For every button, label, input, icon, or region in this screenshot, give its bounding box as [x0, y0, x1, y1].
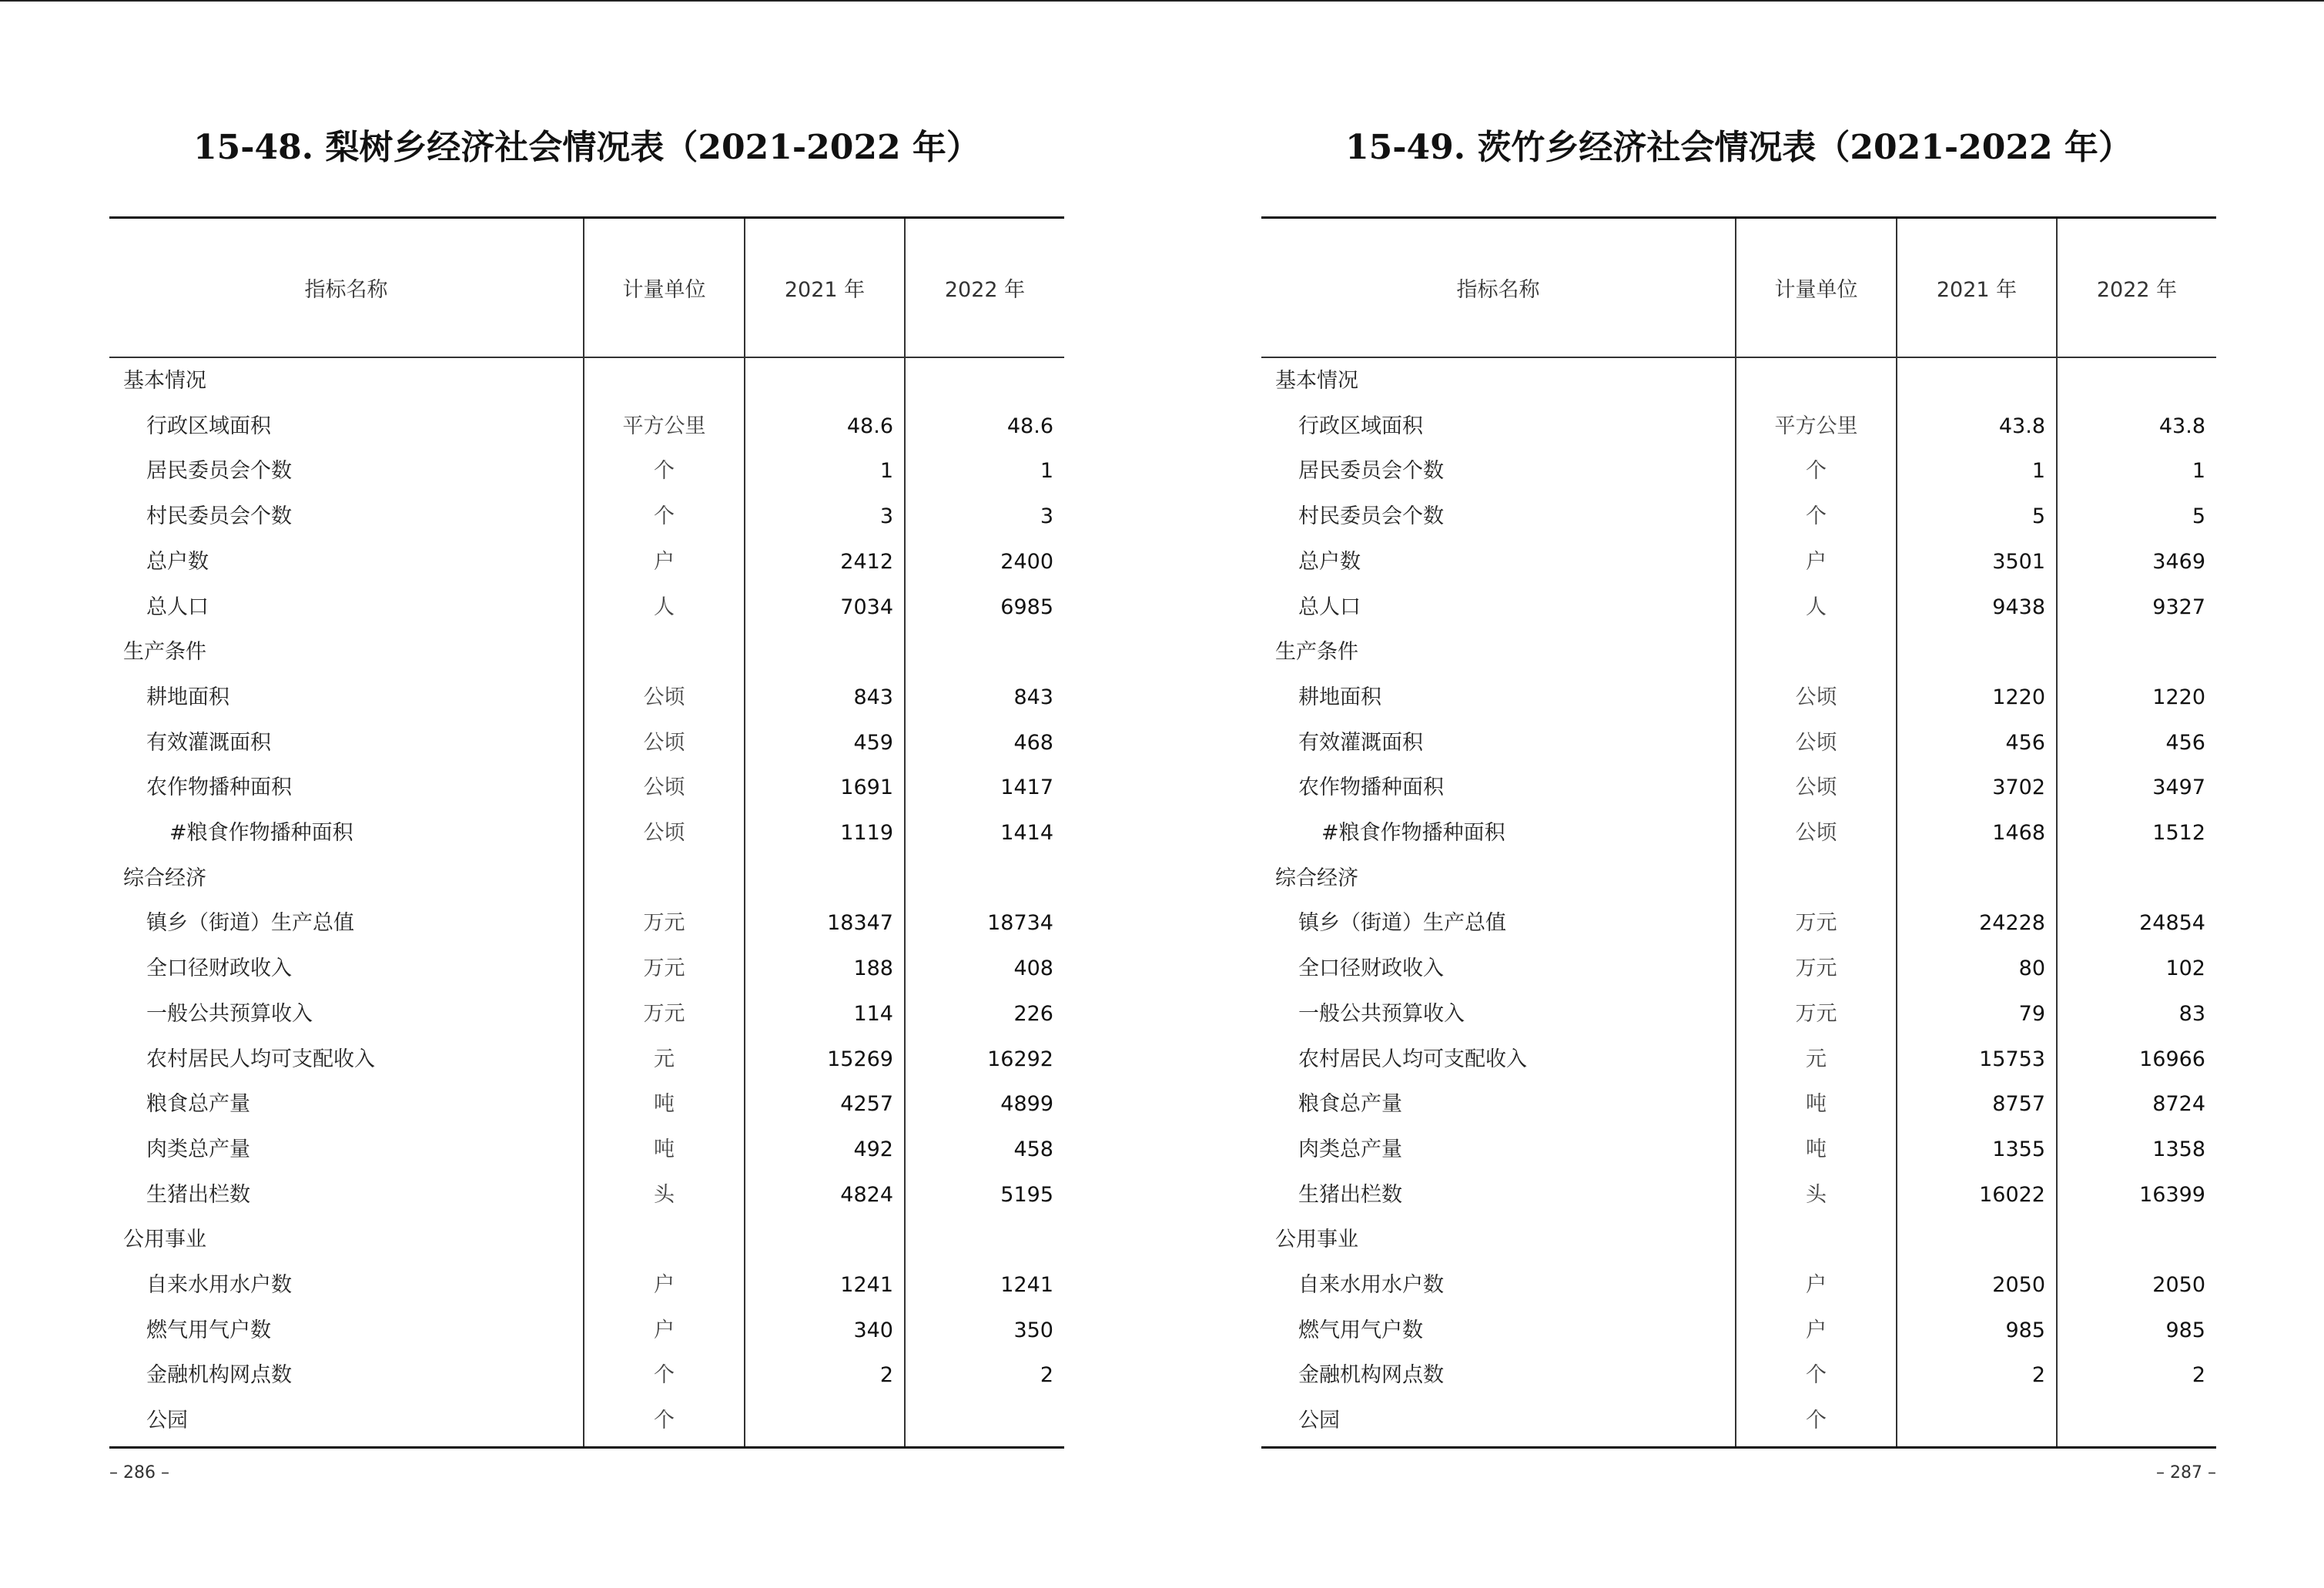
indicator-name: 综合经济: [1275, 866, 1358, 890]
table-title: 15-49. 茨竹乡经济社会情况表（2021-2022 年）: [1345, 128, 2132, 167]
unit-cell: 吨: [1806, 1137, 1827, 1161]
table-row: [1261, 1308, 2216, 1353]
table-row: [109, 585, 1064, 630]
indicator-name: 综合经济: [123, 866, 206, 890]
value-2021: [745, 629, 893, 675]
value-2022: 1241: [1000, 1273, 1053, 1297]
value-2022: 408: [1013, 956, 1053, 981]
indicator-name: 生产条件: [123, 640, 206, 665]
table-row: [109, 448, 1064, 494]
value-2022: 226: [1013, 1001, 1053, 1026]
value-2021: 843: [853, 685, 893, 709]
value-2022: 16966: [2139, 1047, 2205, 1071]
unit-cell: 平方公里: [622, 414, 706, 438]
value-2021: [1897, 1398, 2045, 1443]
header-2022: 2022 年: [944, 278, 1026, 302]
unit-cell: 户: [1806, 1273, 1827, 1297]
page-number: – 287 –: [2156, 1463, 2216, 1482]
value-2021: 3702: [1992, 776, 2045, 800]
value-2021: 188: [853, 956, 893, 981]
indicator-name: 总人口: [146, 595, 209, 619]
value-2021: [745, 856, 893, 901]
unit-cell: [1736, 358, 1896, 404]
indicator-name: 耕地面积: [146, 685, 229, 709]
unit-cell: 个: [654, 1363, 675, 1388]
unit-cell: 万元: [643, 956, 685, 981]
section-row: [1261, 1217, 2216, 1262]
table-row: [1261, 494, 2216, 539]
unit-cell: [584, 358, 744, 404]
indicator-name: 总户数: [1298, 549, 1361, 574]
indicator-name: 全口径财政收入: [146, 956, 292, 981]
value-2021: 1: [879, 459, 893, 484]
header-unit: 计量单位: [622, 278, 706, 302]
value-2022: 1358: [2152, 1137, 2205, 1161]
unit-cell: [1736, 856, 1896, 901]
value-2021: 15269: [827, 1047, 893, 1071]
table-row: [1261, 1127, 2216, 1172]
value-2021: [745, 1217, 893, 1262]
value-2022: 1417: [1000, 776, 1053, 800]
indicator-name: 农作物播种面积: [146, 776, 292, 800]
table-row: [1261, 765, 2216, 810]
unit-cell: 万元: [643, 911, 685, 936]
indicator-name: 耕地面积: [1298, 685, 1381, 709]
table-header: [109, 219, 1064, 358]
value-2022: [2058, 358, 2205, 404]
unit-cell: 个: [1806, 1409, 1827, 1433]
value-2022: [2058, 1398, 2205, 1443]
section-row: [1261, 358, 2216, 404]
table-row: [1261, 585, 2216, 630]
value-2022: 48.6: [1006, 414, 1053, 438]
value-2022: 3469: [2152, 549, 2205, 574]
indicator-name: 行政区域面积: [146, 414, 271, 438]
unit-cell: [584, 1217, 744, 1262]
value-2021: [1897, 358, 2045, 404]
value-2022: 102: [2165, 956, 2205, 981]
section-row: [1261, 856, 2216, 901]
indicator-name: 燃气用气户数: [1298, 1318, 1423, 1342]
indicator-name: 有效灌溉面积: [146, 730, 271, 755]
indicator-name: 镇乡（街道）生产总值: [146, 911, 354, 936]
value-2022: 9327: [2152, 595, 2205, 619]
value-2022: [2058, 629, 2205, 675]
table-row: [109, 1398, 1064, 1443]
indicator-name: 一般公共预算收入: [146, 1001, 313, 1026]
indicator-name: #粮食作物播种面积: [1321, 821, 1505, 845]
unit-cell: [1736, 1217, 1896, 1262]
value-2021: [1897, 1217, 2045, 1262]
section-row: [109, 1217, 1064, 1262]
table-row: [1261, 1172, 2216, 1218]
table-row: [1261, 720, 2216, 766]
table-row: [109, 720, 1064, 766]
table-row: [1261, 539, 2216, 585]
value-2021: 1220: [1992, 685, 2045, 709]
unit-cell: [1736, 629, 1896, 675]
indicator-name: 居民委员会个数: [1298, 459, 1444, 484]
section-row: [109, 629, 1064, 675]
header-2022: 2022 年: [2096, 278, 2178, 302]
table-row: [1261, 448, 2216, 494]
indicator-name: 农村居民人均可支配收入: [1298, 1047, 1527, 1071]
indicator-name: 自来水用水户数: [1298, 1273, 1444, 1297]
table-row: [109, 1352, 1064, 1398]
header-2021: 2021 年: [1936, 278, 2018, 302]
value-2021: [1897, 629, 2045, 675]
value-2022: 43.8: [2158, 414, 2205, 438]
value-2021: 459: [853, 730, 893, 755]
value-2022: [906, 856, 1053, 901]
table-row: [109, 765, 1064, 810]
value-2021: 2412: [840, 549, 893, 574]
table-row: [109, 900, 1064, 946]
value-2022: [906, 1398, 1053, 1443]
value-2022: 6985: [1000, 595, 1053, 619]
unit-cell: 户: [654, 1273, 675, 1297]
indicator-name: 肉类总产量: [146, 1137, 250, 1161]
value-2022: 1512: [2152, 821, 2205, 845]
unit-cell: 头: [654, 1182, 675, 1207]
unit-cell: 头: [1806, 1182, 1827, 1207]
table-row: [109, 1262, 1064, 1308]
indicator-name: 公用事业: [1275, 1228, 1358, 1252]
indicator-name: 粮食总产量: [146, 1092, 250, 1117]
value-2021: 8757: [1992, 1092, 2045, 1117]
indicator-name: 金融机构网点数: [146, 1363, 292, 1388]
value-2022: 1414: [1000, 821, 1053, 845]
value-2021: 43.8: [1998, 414, 2045, 438]
indicator-name: 居民委员会个数: [146, 459, 292, 484]
table-row: [109, 810, 1064, 856]
unit-cell: 个: [654, 504, 675, 529]
indicator-name: 农村居民人均可支配收入: [146, 1047, 375, 1071]
value-2021: 2050: [1992, 1273, 2045, 1297]
unit-cell: 吨: [1806, 1092, 1827, 1117]
unit-cell: 万元: [643, 1001, 685, 1026]
header-indicator-name: 指标名称: [1456, 278, 1540, 302]
unit-cell: 公顷: [643, 821, 685, 845]
value-2021: 9438: [1992, 595, 2045, 619]
indicator-name: 农作物播种面积: [1298, 776, 1444, 800]
unit-cell: 户: [1806, 1318, 1827, 1342]
value-2022: 350: [1013, 1318, 1053, 1342]
value-2022: 3497: [2152, 776, 2205, 800]
value-2021: 456: [2005, 730, 2045, 755]
value-2022: 456: [2165, 730, 2205, 755]
unit-cell: 公顷: [1795, 821, 1837, 845]
indicator-name: 燃气用气户数: [146, 1318, 271, 1342]
value-2022: 458: [1013, 1137, 1053, 1161]
table-row: [1261, 675, 2216, 720]
unit-cell: 公顷: [643, 685, 685, 709]
table-row: [109, 991, 1064, 1037]
table-row: [109, 1172, 1064, 1218]
value-2021: 24228: [1979, 911, 2045, 936]
value-2021: [1897, 856, 2045, 901]
right-page: [1261, 0, 2216, 1588]
unit-cell: 平方公里: [1774, 414, 1858, 438]
unit-cell: 户: [654, 549, 675, 574]
value-2022: 468: [1013, 730, 1053, 755]
value-2022: 2050: [2152, 1273, 2205, 1297]
unit-cell: 户: [1806, 549, 1827, 574]
table-row: [1261, 810, 2216, 856]
table-header: [1261, 219, 2216, 358]
table-row: [1261, 1081, 2216, 1127]
unit-cell: 个: [1806, 1363, 1827, 1388]
value-2021: 4257: [840, 1092, 893, 1117]
table-row: [1261, 1037, 2216, 1082]
table-row: [1261, 900, 2216, 946]
indicator-name: 肉类总产量: [1298, 1137, 1402, 1161]
value-2021: 18347: [827, 911, 893, 936]
left-page: [109, 0, 1064, 1588]
value-2022: 83: [2178, 1001, 2205, 1026]
unit-cell: [584, 856, 744, 901]
indicator-name: 村民委员会个数: [1298, 504, 1444, 529]
unit-cell: [584, 629, 744, 675]
value-2021: 114: [853, 1001, 893, 1026]
unit-cell: 户: [654, 1318, 675, 1342]
unit-cell: 公顷: [643, 776, 685, 800]
value-2021: [745, 1398, 893, 1443]
value-2021: 5: [2031, 504, 2045, 529]
page-number: – 286 –: [109, 1463, 169, 1482]
stats-table: [109, 216, 1064, 1449]
value-2021: 1468: [1992, 821, 2045, 845]
value-2022: 985: [2165, 1318, 2205, 1342]
value-2022: 5195: [1000, 1182, 1053, 1207]
indicator-name: 金融机构网点数: [1298, 1363, 1444, 1388]
value-2022: 1: [1040, 459, 1053, 484]
table-row: [1261, 1262, 2216, 1308]
indicator-name: 一般公共预算收入: [1298, 1001, 1465, 1026]
table-row: [109, 1037, 1064, 1082]
table-row: [1261, 1398, 2216, 1443]
indicator-name: 公园: [146, 1409, 188, 1433]
value-2022: 24854: [2139, 911, 2205, 936]
value-2021: 1691: [840, 776, 893, 800]
header-2021: 2021 年: [784, 278, 866, 302]
unit-cell: 公顷: [643, 730, 685, 755]
table-row: [1261, 404, 2216, 449]
indicator-name: 生猪出栏数: [146, 1182, 250, 1207]
unit-cell: 公顷: [1795, 776, 1837, 800]
value-2021: 1355: [1992, 1137, 2045, 1161]
indicator-name: 村民委员会个数: [146, 504, 292, 529]
unit-cell: 吨: [654, 1092, 675, 1117]
unit-cell: 万元: [1795, 1001, 1837, 1026]
unit-cell: 元: [654, 1047, 675, 1071]
value-2022: 4899: [1000, 1092, 1053, 1117]
value-2022: [2058, 856, 2205, 901]
value-2021: 79: [2018, 1001, 2045, 1026]
indicator-name: 粮食总产量: [1298, 1092, 1402, 1117]
table-row: [109, 494, 1064, 539]
table-row: [1261, 991, 2216, 1037]
table-row: [109, 1308, 1064, 1353]
stats-table: [1261, 216, 2216, 1449]
indicator-name: 总人口: [1298, 595, 1361, 619]
section-row: [109, 358, 1064, 404]
value-2021: 1: [2031, 459, 2045, 484]
table-row: [109, 1081, 1064, 1127]
value-2021: 7034: [840, 595, 893, 619]
unit-cell: 个: [654, 1409, 675, 1433]
value-2022: [906, 358, 1053, 404]
value-2022: 2400: [1000, 549, 1053, 574]
value-2022: 1220: [2152, 685, 2205, 709]
value-2021: 1241: [840, 1273, 893, 1297]
value-2021: 2: [2031, 1363, 2045, 1388]
value-2022: [2058, 1217, 2205, 1262]
indicator-name: 基本情况: [123, 369, 206, 393]
value-2021: 985: [2005, 1318, 2045, 1342]
value-2021: 1119: [840, 821, 893, 845]
value-2022: 8724: [2152, 1092, 2205, 1117]
unit-cell: 人: [654, 595, 675, 619]
value-2022: 5: [2192, 504, 2205, 529]
table-title: 15-48. 梨树乡经济社会情况表（2021-2022 年）: [193, 128, 980, 167]
unit-cell: 公顷: [1795, 730, 1837, 755]
value-2021: 2: [879, 1363, 893, 1388]
value-2021: 340: [853, 1318, 893, 1342]
unit-cell: 个: [1806, 504, 1827, 529]
table-row: [1261, 946, 2216, 991]
unit-cell: 万元: [1795, 956, 1837, 981]
value-2021: 3501: [1992, 549, 2045, 574]
value-2022: 3: [1040, 504, 1053, 529]
unit-cell: 个: [1806, 459, 1827, 484]
indicator-name: 总户数: [146, 549, 209, 574]
value-2022: [906, 629, 1053, 675]
indicator-name: 全口径财政收入: [1298, 956, 1444, 981]
value-2022: 16399: [2139, 1182, 2205, 1207]
indicator-name: 生猪出栏数: [1298, 1182, 1402, 1207]
indicator-name: 镇乡（街道）生产总值: [1298, 911, 1506, 936]
indicator-name: #粮食作物播种面积: [169, 821, 353, 845]
unit-cell: 人: [1806, 595, 1827, 619]
indicator-name: 公园: [1298, 1409, 1340, 1433]
value-2022: 2: [1040, 1363, 1053, 1388]
value-2021: [745, 358, 893, 404]
value-2021: 16022: [1979, 1182, 2045, 1207]
section-row: [109, 856, 1064, 901]
table-row: [109, 946, 1064, 991]
indicator-name: 自来水用水户数: [146, 1273, 292, 1297]
unit-cell: 吨: [654, 1137, 675, 1161]
table-row: [109, 539, 1064, 585]
value-2022: 843: [1013, 685, 1053, 709]
value-2021: 80: [2018, 956, 2045, 981]
value-2022: 18734: [987, 911, 1053, 936]
value-2021: 4824: [840, 1182, 893, 1207]
unit-cell: 公顷: [1795, 685, 1837, 709]
indicator-name: 生产条件: [1275, 640, 1358, 665]
header-indicator-name: 指标名称: [304, 278, 388, 302]
value-2022: [906, 1217, 1053, 1262]
indicator-name: 有效灌溉面积: [1298, 730, 1423, 755]
value-2022: 1: [2192, 459, 2205, 484]
value-2021: 15753: [1979, 1047, 2045, 1071]
unit-cell: 万元: [1795, 911, 1837, 936]
header-unit: 计量单位: [1774, 278, 1858, 302]
value-2022: 2: [2192, 1363, 2205, 1388]
indicator-name: 公用事业: [123, 1228, 206, 1252]
unit-cell: 个: [654, 459, 675, 484]
indicator-name: 行政区域面积: [1298, 414, 1423, 438]
value-2021: 492: [853, 1137, 893, 1161]
value-2021: 3: [879, 504, 893, 529]
table-row: [1261, 1352, 2216, 1398]
indicator-name: 基本情况: [1275, 369, 1358, 393]
table-row: [109, 404, 1064, 449]
section-row: [1261, 629, 2216, 675]
table-row: [109, 1127, 1064, 1172]
value-2022: 16292: [987, 1047, 1053, 1071]
table-row: [109, 675, 1064, 720]
value-2021: 48.6: [846, 414, 893, 438]
unit-cell: 元: [1806, 1047, 1827, 1071]
